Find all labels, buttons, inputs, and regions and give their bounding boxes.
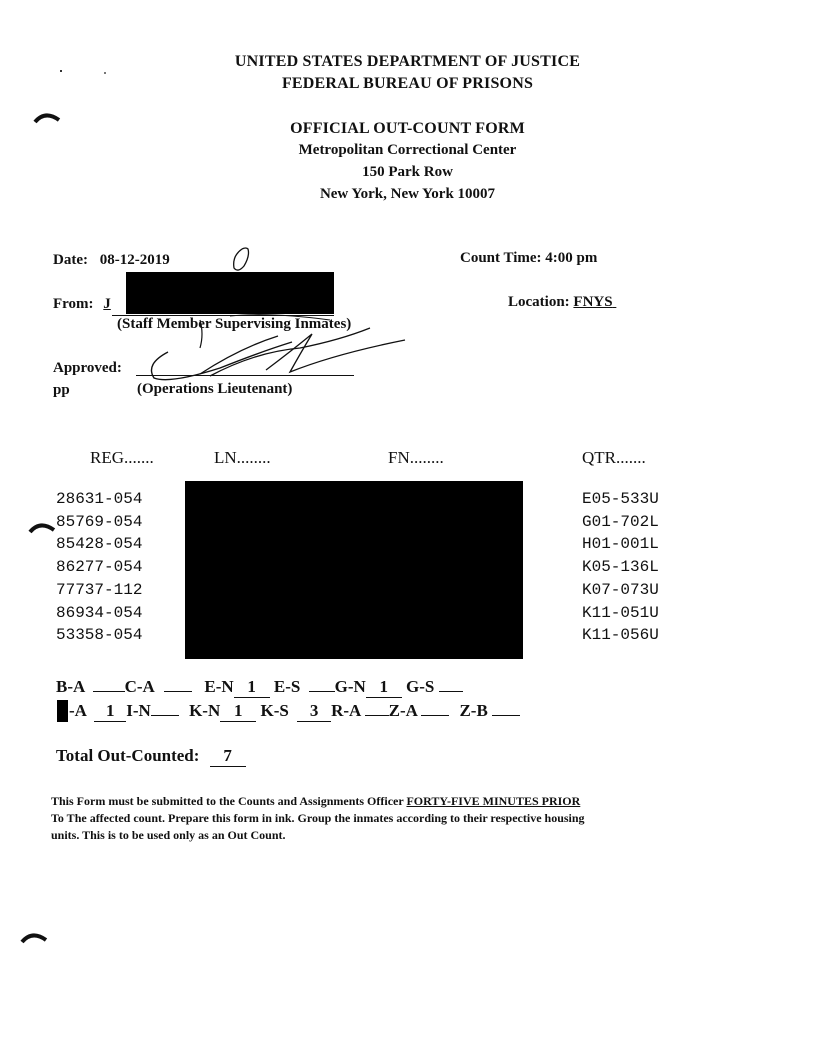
unit-label: G-N: [334, 677, 366, 696]
reg-number: 86934-054: [56, 603, 143, 622]
date-value: 08-12-2019: [99, 252, 170, 268]
unit-count: [439, 691, 463, 692]
unit-label: G-S: [406, 677, 435, 696]
unit-counts-row-2: [69, 701, 520, 722]
notice-text: This Form must be submitted to the Counts and Assignments Officer: [51, 794, 407, 808]
unit-label: Z-B: [459, 701, 488, 720]
total-out-counted: [56, 746, 246, 767]
redacted-unit-letter: [57, 700, 68, 722]
pp-label: pp: [53, 382, 70, 398]
reg-number: 86277-054: [56, 558, 143, 577]
unit-label: K-N: [189, 701, 221, 720]
unit-count: 1: [234, 677, 270, 698]
unit-label: C-A: [124, 677, 154, 696]
header-bureau: FEDERAL BUREAU OF PRISONS: [281, 75, 534, 92]
redacted-inmate-names: [185, 481, 523, 659]
unit-count: [93, 691, 125, 692]
unit-count: [164, 691, 192, 692]
scan-speck: [60, 70, 62, 72]
scan-speck: [104, 72, 106, 74]
unit-label: E-N: [204, 677, 234, 696]
quarters-value: E05-533U: [582, 490, 659, 508]
notice-line-2: To The affected count. Prepare this form in ink. Group the inmates according to their respective housing: [51, 811, 585, 825]
redacted-staff-name: [126, 272, 334, 314]
unit-label: K-S: [260, 701, 289, 720]
unit-counts-row-1: [56, 677, 463, 698]
reg-number: 28631-054: [56, 490, 143, 508]
unit-count: [421, 715, 449, 716]
location-label: Location:: [508, 294, 570, 310]
reg-number: 53358-054: [56, 626, 143, 645]
location-field: [508, 294, 616, 311]
notice-line-1: [51, 793, 791, 810]
reg-number: 77737-112: [56, 580, 143, 599]
unit-label: E-S: [273, 677, 301, 696]
facility-name: Metropolitan Correctional Center: [298, 142, 517, 158]
form-title: OFFICIAL OUT-COUNT FORM: [290, 120, 525, 137]
date-label: Date:: [53, 252, 88, 268]
unit-label: -A: [69, 701, 86, 720]
count-time-label: Count Time:: [460, 250, 542, 266]
lieutenant-caption: (Operations Lieutenant): [137, 381, 293, 397]
notice-emphasis: FORTY-FIVE MINUTES PRIOR: [406, 794, 581, 808]
unit-label: B-A: [56, 677, 85, 696]
quarters-value: K11-056U: [582, 626, 659, 645]
scan-mark-bottom: [20, 928, 50, 944]
unit-count: 1: [94, 701, 126, 722]
quarters-list: [582, 488, 659, 647]
quarters-value: K07-073U: [582, 580, 659, 599]
total-value: 7: [210, 746, 246, 767]
notice-line-3: units. This is to be used only as an Out Count.: [51, 828, 286, 842]
submission-notice: [51, 793, 791, 844]
reg-number-list: [56, 488, 142, 647]
facility-city: New York, New York 10007: [319, 186, 496, 202]
from-label: From:: [53, 296, 94, 312]
header-department: UNITED STATES DEPARTMENT OF JUSTICE: [234, 53, 581, 70]
quarters-value: G01-702L: [582, 512, 659, 531]
quarters-value: K11-051U: [582, 603, 659, 622]
date-field: [53, 252, 170, 269]
reg-number: 85769-054: [56, 512, 143, 531]
column-header-reg: REG.......: [90, 448, 154, 467]
unit-count: [492, 715, 520, 716]
unit-count: 1: [366, 677, 402, 698]
from-field: [53, 296, 111, 313]
approved-label: Approved:: [53, 360, 122, 376]
unit-count: [309, 691, 335, 692]
unit-count: 3: [297, 701, 331, 722]
scan-mark-top: [33, 108, 63, 124]
from-value: J: [103, 296, 111, 312]
total-label: Total Out-Counted:: [56, 746, 200, 765]
unit-count: [365, 715, 389, 716]
unit-count: [151, 715, 179, 716]
column-header-fn: FN........: [388, 448, 444, 467]
signature-mark: [140, 312, 420, 384]
reg-number: 85428-054: [56, 535, 143, 554]
staff-caption: (Staff Member Supervising Inmates): [117, 316, 352, 332]
location-value: FNYS: [573, 294, 613, 310]
scan-mark-middle: [28, 518, 58, 534]
handwritten-initial-mark: [228, 246, 258, 274]
count-time-value: 4:00 pm: [545, 250, 598, 266]
column-header-qtr: QTR.......: [582, 448, 646, 467]
count-time-field: [460, 250, 597, 267]
quarters-value: H01-001L: [582, 535, 659, 554]
unit-label: R-A: [331, 701, 361, 720]
column-header-ln: LN........: [214, 448, 271, 467]
unit-label: Z-A: [388, 701, 417, 720]
unit-label: I-N: [126, 701, 151, 720]
facility-street: 150 Park Row: [362, 164, 453, 180]
quarters-value: K05-136L: [582, 558, 659, 577]
unit-count: 1: [220, 701, 256, 722]
